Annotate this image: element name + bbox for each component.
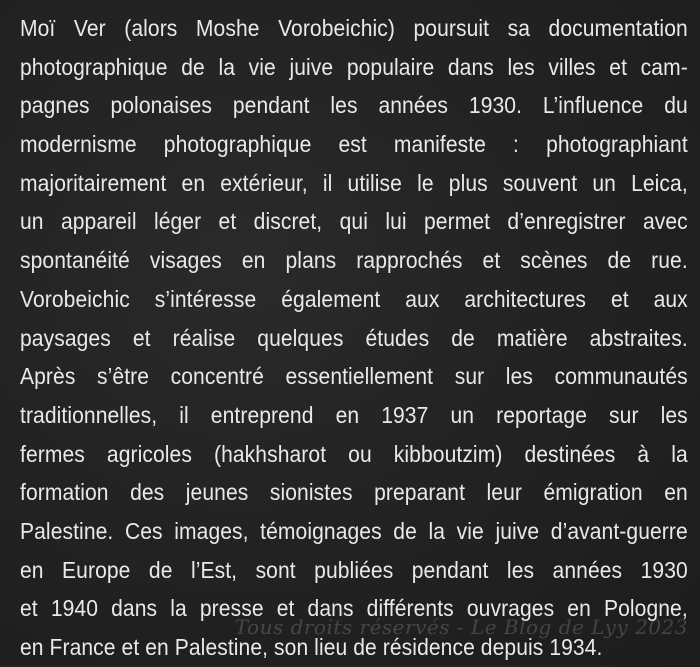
text-line-3: pagnes polonaises pendant les années 1930. L’influence du (20, 92, 688, 119)
text-line-14: Palestine. Ces images, témoignages de la vie juive d’avant-guerre (20, 517, 688, 544)
text-line-11: traditionnelles, il entreprend en 1937 un reportage sur les (20, 401, 688, 428)
text-line-10: Après s’être concentré essentiellement sur les communautés (20, 363, 688, 390)
watermark: Tous droits réservés - Le Blog de Lyy 2023 (234, 615, 688, 639)
text-line-15: en Europe de l’Est, sont publiées pendant les années 1930 (20, 556, 688, 583)
text-line-13: formation des jeunes sionistes preparant leur émigration en (20, 479, 688, 506)
text-line-16: et 1940 dans la presse et dans différents ouvrages en Pologne, (20, 595, 688, 622)
text-line-12: fermes agricoles (hakhsharot ou kibboutzim) destinées à la (20, 440, 688, 467)
text-line-5: majoritairement en extérieur, il utilise le plus souvent un Leica, (20, 169, 688, 196)
text-line-6: un appareil léger et discret, qui lui permet d’enregistrer avec (20, 208, 688, 235)
text-line-9: paysages et réalise quelques études de matière abstraites. (20, 324, 688, 351)
text-line-7: spontanéité visages en plans rapprochés et scènes de rue. (20, 247, 688, 274)
text-line-1: Moï Ver (alors Moshe Vorobeichic) poursuit sa documentation (20, 15, 688, 41)
text-line-2: photographique de la vie juive populaire dans les villes et cam- (20, 53, 688, 80)
text-line-17: en France et en Palestine, son lieu de résidence depuis 1934. (20, 634, 603, 660)
text-line-8: Vorobeichic s’intéresse également aux architectures et aux (20, 285, 688, 312)
text-line-4: modernisme photographique est manifeste : photographiant (20, 131, 688, 158)
